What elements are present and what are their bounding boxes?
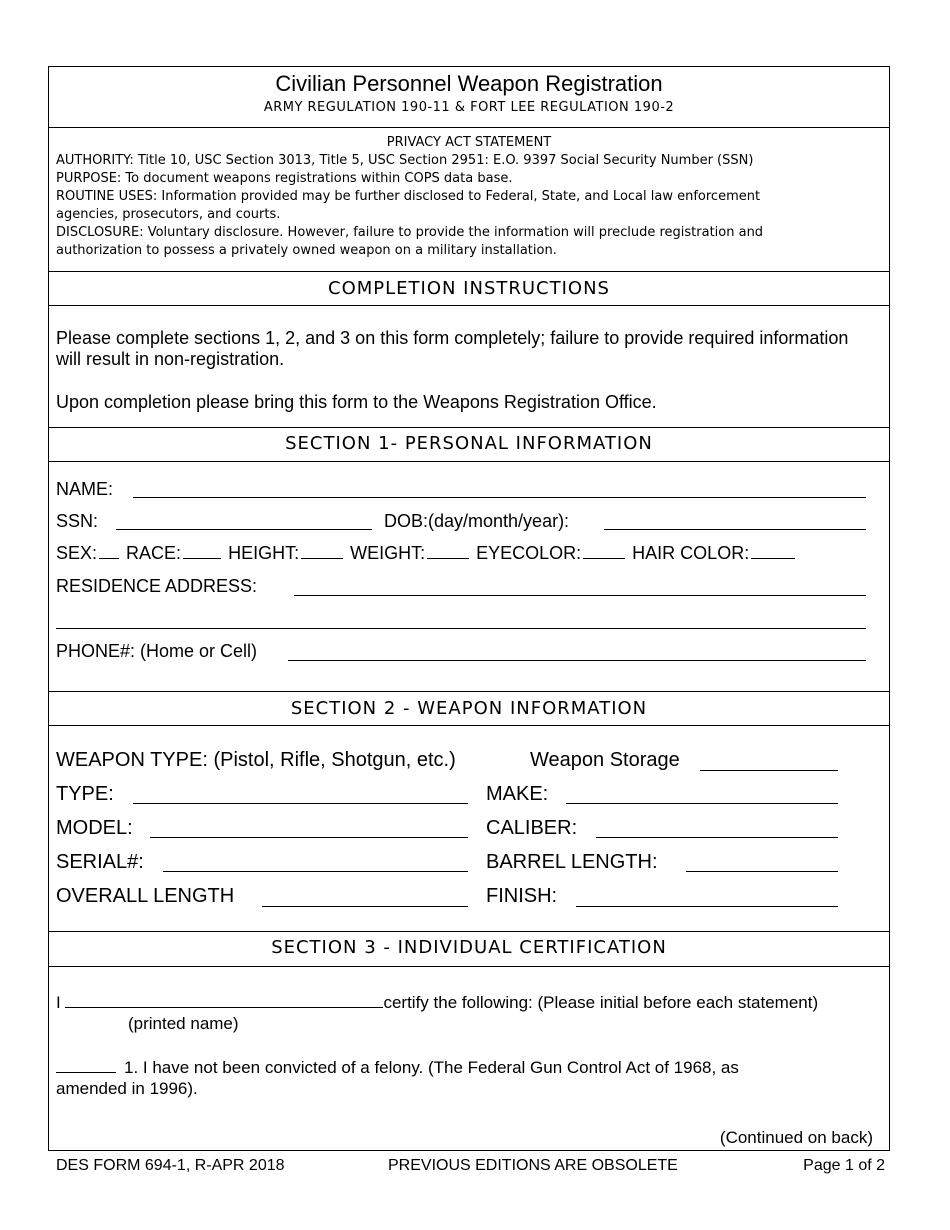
serial-field[interactable] — [163, 871, 468, 872]
race-field[interactable] — [183, 543, 221, 559]
certify-text: certify the following: (Please initial before each statement) — [383, 993, 819, 1012]
caliber-field[interactable] — [596, 837, 838, 838]
statement-text: 1. I have not been convicted of a felony. (The Federal Gun Control Act of 1968, as — [124, 1058, 739, 1077]
divider — [48, 427, 890, 428]
statement-text: amended in 1996). — [56, 1079, 198, 1098]
height-label: HEIGHT: — [228, 543, 300, 563]
type-label: TYPE: — [56, 783, 114, 805]
model-field[interactable] — [150, 837, 468, 838]
overall-field[interactable] — [262, 906, 468, 907]
form-number: DES FORM 694-1, R-APR 2018 — [56, 1157, 285, 1174]
barrel-label: BARREL LENGTH: — [486, 851, 658, 873]
section3-heading: SECTION 3 - INDIVIDUAL CERTIFICATION — [271, 937, 667, 958]
section2-heading: SECTION 2 - WEAPON INFORMATION — [290, 698, 648, 719]
privacy-line: DISCLOSURE: Voluntary disclosure. However, failure to provide the information will preclude registration and — [56, 225, 764, 240]
divider — [48, 725, 890, 726]
address-label: RESIDENCE ADDRESS: — [56, 576, 258, 596]
haircolor-field[interactable] — [751, 543, 795, 559]
eyecolor-label: EYECOLOR: — [476, 543, 582, 563]
storage-field[interactable] — [700, 770, 838, 771]
make-field[interactable] — [566, 803, 838, 804]
divider — [48, 461, 890, 462]
serial-label: SERIAL#: — [56, 851, 144, 873]
overall-label: OVERALL LENGTH — [56, 885, 235, 907]
haircolor-label: HAIR COLOR: — [632, 543, 750, 563]
divider — [48, 127, 890, 128]
statement-1 — [56, 1057, 739, 1078]
sex-label: SEX: — [56, 543, 98, 563]
divider — [48, 271, 890, 272]
address-field-line2[interactable] — [56, 628, 866, 629]
divider — [48, 931, 890, 932]
section1-heading: SECTION 1- PERSONAL INFORMATION — [285, 433, 653, 454]
certify-i: I — [56, 993, 61, 1012]
form-title: Civilian Personnel Weapon Registration — [275, 71, 663, 96]
instructions-heading: COMPLETION INSTRUCTIONS — [328, 278, 610, 299]
weight-field[interactable] — [427, 543, 469, 559]
race-label: RACE: — [126, 543, 182, 563]
obsolete-notice: PREVIOUS EDITIONS ARE OBSOLETE — [388, 1157, 678, 1174]
model-label: MODEL: — [56, 817, 133, 839]
barrel-field[interactable] — [686, 871, 838, 872]
address-field[interactable] — [294, 595, 866, 596]
finish-label: FINISH: — [486, 885, 558, 907]
divider — [48, 305, 890, 306]
page-number: Page 1 of 2 — [803, 1157, 885, 1174]
printed-name-caption: (printed name) — [128, 1014, 239, 1033]
make-label: MAKE: — [486, 783, 549, 805]
caliber-label: CALIBER: — [486, 817, 578, 839]
instructions-text: Upon completion please bring this form to the Weapons Registration Office. — [56, 392, 657, 412]
height-field[interactable] — [301, 543, 343, 559]
instructions-text: will result in non-registration. — [56, 349, 285, 369]
continued-note: (Continued on back) — [719, 1128, 873, 1147]
privacy-line: agencies, prosecutors, and courts. — [56, 207, 281, 222]
ssn-label: SSN: — [56, 511, 99, 531]
physical-row — [56, 542, 797, 564]
privacy-line: PURPOSE: To document weapons registrations within COPS data base. — [56, 171, 513, 186]
weapon-type-label: WEAPON TYPE: (Pistol, Rifle, Shotgun, etc.) — [56, 749, 456, 771]
form-subtitle: ARMY REGULATION 190-11 & FORT LEE REGULATION 190-2 — [263, 100, 675, 115]
type-field[interactable] — [133, 803, 468, 804]
divider — [48, 966, 890, 967]
privacy-line: AUTHORITY: Title 10, USC Section 3013, Title 5, USC Section 2951: E.O. 9397 Social Security Number (SSN) — [56, 153, 754, 168]
phone-label: PHONE#: (Home or Cell) — [56, 641, 258, 661]
privacy-heading: PRIVACY ACT STATEMENT — [386, 135, 552, 150]
divider — [48, 691, 890, 692]
printed-name-field[interactable] — [65, 992, 383, 1008]
name-field[interactable] — [133, 497, 866, 498]
phone-field[interactable] — [288, 660, 866, 661]
sex-field[interactable] — [99, 543, 119, 559]
ssn-field[interactable] — [116, 529, 372, 530]
dob-field[interactable] — [604, 529, 866, 530]
initial-field[interactable] — [56, 1057, 116, 1073]
certify-row — [56, 992, 818, 1013]
dob-label: DOB:(day/month/year): — [384, 511, 570, 531]
storage-label: Weapon Storage — [530, 749, 680, 771]
privacy-line: ROUTINE USES: Information provided may be further disclosed to Federal, State, and Local law enforcement — [56, 189, 761, 204]
eyecolor-field[interactable] — [583, 543, 625, 559]
name-label: NAME: — [56, 479, 114, 499]
instructions-text: Please complete sections 1, 2, and 3 on this form completely; failure to provide required information — [56, 328, 849, 348]
privacy-line: authorization to possess a privately owned weapon on a military installation. — [56, 243, 557, 258]
weight-label: WEIGHT: — [350, 543, 426, 563]
finish-field[interactable] — [576, 906, 838, 907]
